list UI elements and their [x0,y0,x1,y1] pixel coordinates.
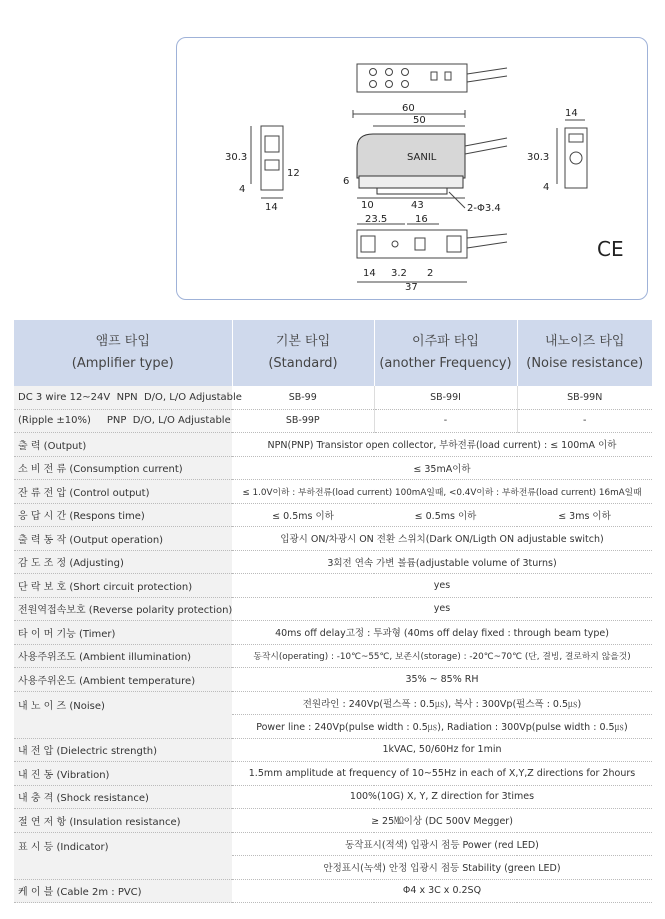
dim-23-5: 23.5 [365,214,388,225]
model-frequency: SB-99I [374,386,517,409]
dim-16: 16 [415,214,428,225]
bottom-view [357,214,507,293]
dim-left-30-3: 30.3 [225,152,248,163]
spec-value: 동작표시(적색) 입광시 점등 Power (red LED) [232,832,652,856]
spec-label: 출 력 (Output) [14,433,232,457]
model-frequency: - [374,409,517,433]
dim-6: 6 [343,176,350,187]
left-view [225,126,300,213]
table-row [14,879,652,903]
model-label: DC 3 wire 12~24V NPN D/O, L/O Adjustable [14,386,232,409]
dimension-drawing-panel [176,37,648,300]
header-amplifier-type: 앰프 타입 (Amplifier type) [14,320,232,386]
dimension-drawing [177,38,649,301]
spec-value: ≤ 3ms 이하 [517,503,652,527]
spec-value: 1.5mm amplitude at frequency of 10~55Hz in each of X,Y,Z directions for 2hours [232,762,652,786]
spec-value: ≤ 1.0V이하 : 부하전류(load current) 100mA일때, <0.4V이하 : 부하전류(load current) 16mA일때 [232,480,652,504]
model-label: (Ripple ±10%) PNP D/O, L/O Adjustable [14,409,232,433]
spec-value: NPN(PNP) Transistor open collector, 부하전류(load current) : ≤ 100mA 이하 [232,433,652,457]
dim-3-2: 3.2 [391,268,407,279]
spec-label: 잔 류 전 압 (Control output) [14,480,232,504]
table-row [14,785,652,809]
model-standard: SB-99 [232,386,374,409]
table-row [14,762,652,786]
model-noise: - [517,409,652,433]
spec-value: Power line : 240Vp(pulse width : 0.5㎲), Radiation : 300Vp(pulse width : 0.5㎲) [232,715,652,739]
spec-label: 내 전 압 (Dielectric strength) [14,738,232,762]
table-row [14,691,652,715]
table-row [14,456,652,480]
table-row [14,480,652,504]
dim-bottom-14: 14 [363,268,376,279]
spec-label: 사용주위온도 (Ambient temperature) [14,668,232,692]
table-row [14,433,652,457]
table-row [14,644,652,668]
dim-left-4: 4 [239,184,246,195]
spec-value: Φ4 x 3C x 0.2SQ [232,879,652,903]
spec-value: 전원라인 : 240Vp(펄스폭 : 0.5㎲), 복사 : 300Vp(펄스폭 : 0.5㎲) [232,691,652,715]
spec-value: 입광시 ON/차광시 ON 전환 스위치(Dark ON/Ligth ON adjustable switch) [232,527,652,551]
table-row [14,503,652,527]
spec-value: ≥ 25㏁이상 (DC 500V Megger) [232,809,652,833]
spec-value: yes [232,597,652,621]
header-noise-resistance: 내노이즈 타입 (Noise resistance) [517,320,652,386]
spec-table [14,320,652,903]
right-view [527,108,587,193]
table-row [14,527,652,551]
spec-value: 동작시(operating) : -10℃~55℃, 보존시(storage) : -20℃~70℃ (단, 결빙, 결로하지 않을것) [232,644,652,668]
table-row [14,386,652,409]
table-row [14,597,652,621]
ce-mark: CE [597,237,624,261]
spec-label: 전원역접속보호 (Reverse polarity protection) [14,597,232,621]
dim-43: 43 [411,200,424,211]
spec-label: 절 연 저 항 (Insulation resistance) [14,809,232,833]
spec-value: ≤ 0.5ms 이하 [232,503,374,527]
dim-left-14: 14 [265,202,278,213]
spec-label: 소 비 전 류 (Consumption current) [14,456,232,480]
spec-value: ≤ 0.5ms 이하 [374,503,517,527]
dim-50: 50 [413,115,426,126]
spec-label: 케 이 블 (Cable 2m : PVC) [14,879,232,903]
table-row [14,668,652,692]
dim-left-12: 12 [287,168,300,179]
spec-label: 사용주위조도 (Ambient illumination) [14,644,232,668]
brand-label: SANIL [407,152,437,163]
spec-label: 단 락 보 호 (Short circuit protection) [14,574,232,598]
dim-right-4: 4 [543,182,550,193]
model-standard: SB-99P [232,409,374,433]
spec-label: 내 노 이 즈 (Noise) [14,691,232,738]
dim-10: 10 [361,200,374,211]
spec-label: 출 력 동 작 (Output operation) [14,527,232,551]
spec-value: 40ms off delay고정 : 투과형 (40ms off delay fixed : through beam type) [232,621,652,645]
dim-37: 37 [405,282,418,293]
model-noise: SB-99N [517,386,652,409]
table-header [14,320,652,386]
spec-value: 100%(10G) X, Y, Z direction for 3times [232,785,652,809]
spec-label: 내 진 동 (Vibration) [14,762,232,786]
spec-value: 안정표시(녹색) 안정 입광시 점등 Stability (green LED) [232,856,652,880]
spec-value: 35% ~ 85% RH [232,668,652,692]
table-row [14,738,652,762]
spec-value: yes [232,574,652,598]
dim-2: 2 [427,268,434,279]
dim-right-14: 14 [565,108,578,119]
table-row [14,809,652,833]
top-view [357,64,507,92]
spec-value: ≤ 35mA이하 [232,456,652,480]
spec-value: 1kVAC, 50/60Hz for 1min [232,738,652,762]
spec-label: 표 시 등 (Indicator) [14,832,232,879]
header-standard: 기본 타입 (Standard) [232,320,374,386]
dim-right-30-3: 30.3 [527,152,550,163]
table-row [14,621,652,645]
table-row [14,409,652,433]
dim-hole: 2-Φ3.4 [467,203,501,214]
table-row [14,574,652,598]
front-view [343,103,507,214]
spec-value: 3회전 연속 가변 볼륨(adjustable volume of 3turns) [232,550,652,574]
spec-label: 내 충 격 (Shock resistance) [14,785,232,809]
dim-60: 60 [402,103,415,114]
spec-label: 타 이 머 기능 (Timer) [14,621,232,645]
table-row [14,832,652,856]
spec-label: 감 도 조 정 (Adjusting) [14,550,232,574]
table-row [14,550,652,574]
header-another-frequency: 이주파 타입 (another Frequency) [374,320,517,386]
spec-label: 응 답 시 간 (Respons time) [14,503,232,527]
